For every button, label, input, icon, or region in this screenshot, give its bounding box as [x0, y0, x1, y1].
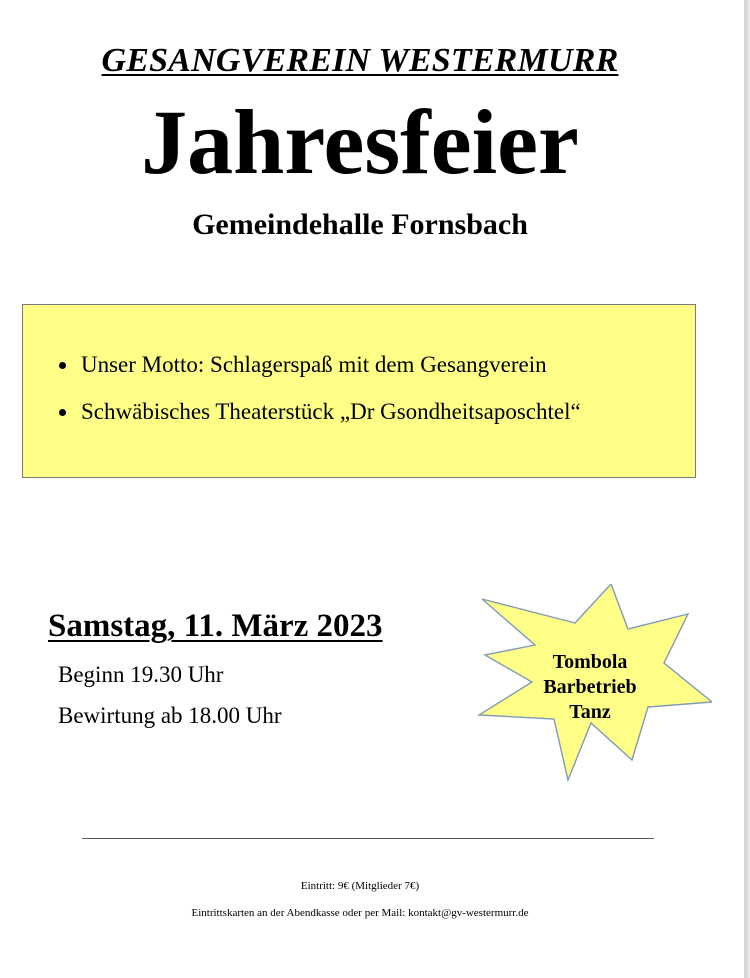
starburst-line-bar: Barbetrieb: [543, 676, 637, 698]
starburst-text: [512, 650, 668, 725]
page-edge-shadow: [745, 0, 750, 978]
ticket-info: Eintrittskarten an der Abendkasse oder per Mail: kontakt@gv-westermurr.de: [191, 907, 529, 919]
footer-divider: [82, 838, 654, 839]
event-start-time: Beginn 19.30 Uhr: [58, 662, 224, 687]
highlight-theater: Schwäbisches Theaterstück „Dr Gsondheitsaposchtel“: [81, 399, 581, 424]
list-item: [81, 400, 581, 424]
event-catering-time: Bewirtung ab 18.00 Uhr: [58, 703, 282, 728]
admission-fee: Eintritt: 9€ (Mitglieder 7€): [300, 880, 420, 892]
event-date: Samstag, 11. März 2023: [48, 608, 383, 644]
highlights-list: [81, 353, 581, 447]
event-title: Jahresfeier: [141, 91, 579, 193]
organization-name: GESANGVEREIN WESTERMURR: [101, 42, 619, 79]
list-item: [81, 353, 581, 377]
bullet-icon: [59, 362, 66, 369]
starburst-line-dance: Tanz: [569, 701, 611, 723]
highlight-motto: Unser Motto: Schlagerspaß mit dem Gesangverein: [81, 352, 547, 377]
venue-name: Gemeindehalle Fornsbach: [192, 208, 528, 241]
starburst-line-tombola: Tombola: [552, 651, 628, 673]
bullet-icon: [59, 409, 66, 416]
highlights-box: [22, 304, 696, 478]
